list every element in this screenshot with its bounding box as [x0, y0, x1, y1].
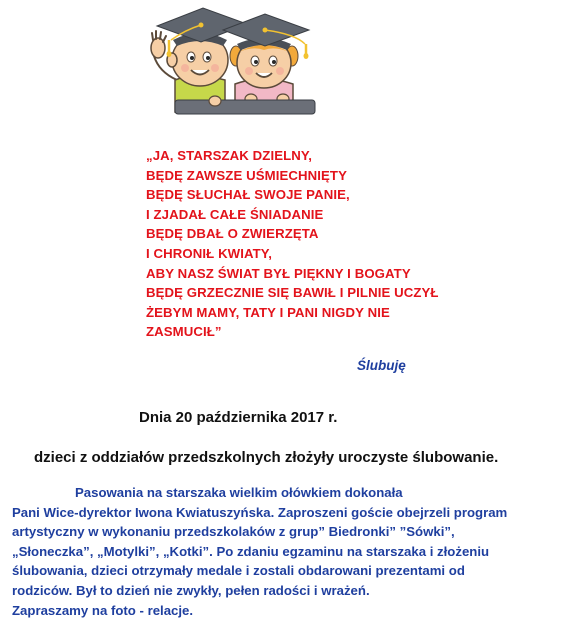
pledge-line: ŻEBYM MAMY, TATY I PANI NIGDY NIE	[146, 304, 390, 320]
pledge-line: I CHRONIŁ KWIATY,	[146, 245, 272, 261]
report-line: artystyczny w wykonaniu przedszkolaków z grup” Biedronki” ”Sówki”,	[12, 524, 455, 540]
pledge-line: „JA, STARSZAK DZIELNY,	[146, 148, 313, 163]
report-line: Pasowania na starszaka wielkim ołówkiem dokonała	[75, 485, 403, 500]
report-line: ślubowania, dzieci otrzymały medale i zostali obdarowani prezentami od	[12, 563, 465, 579]
report-paragraph	[12, 483, 572, 620]
report-line: Zapraszamy na foto - relacje.	[12, 602, 194, 618]
pledge-line: BĘDĘ SŁUCHAŁ SWOJE PANIE,	[146, 187, 350, 203]
pledge-signature: Ślubuję	[357, 358, 406, 373]
pledge-line: ZASMUCIŁ”	[146, 324, 222, 340]
report-line: „Słoneczka”, „Motylki”, „Kotki”. Po zdaniu egzaminu na starszaka i złożeniu	[12, 543, 490, 559]
report-line: Pani Wice-dyrektor Iwona Kwiatuszyńska. Zaproszeni goście obejrzeli program	[12, 504, 508, 520]
report-line: rodziców. Był to dzień nie zwykły, pełen radości i wrażeń.	[12, 582, 370, 598]
event-subtitle: dzieci z oddziałów przedszkolnych złożyły uroczyste ślubowanie.	[34, 449, 499, 466]
right-child-figure	[223, 14, 309, 112]
pledge-line: ABY NASZ ŚWIAT BYŁ PIĘKNY I BOGATY	[146, 265, 411, 281]
graduates-illustration	[125, 0, 340, 120]
event-date-heading: Dnia 20 października 2017 r.	[139, 409, 338, 426]
pledge-line: BĘDĘ DBAŁ O ZWIERZĘTA	[146, 226, 319, 242]
pledge-line: I ZJADAŁ CAŁE ŚNIADANIE	[146, 206, 324, 222]
pledge-line: BĘDĘ GRZECZNIE SIĘ BAWIŁ I PILNIE UCZYŁ	[146, 285, 439, 301]
pledge-text	[146, 146, 476, 342]
pledge-line: BĘDĘ ZAWSZE UŚMIECHNIĘTY	[146, 167, 347, 183]
